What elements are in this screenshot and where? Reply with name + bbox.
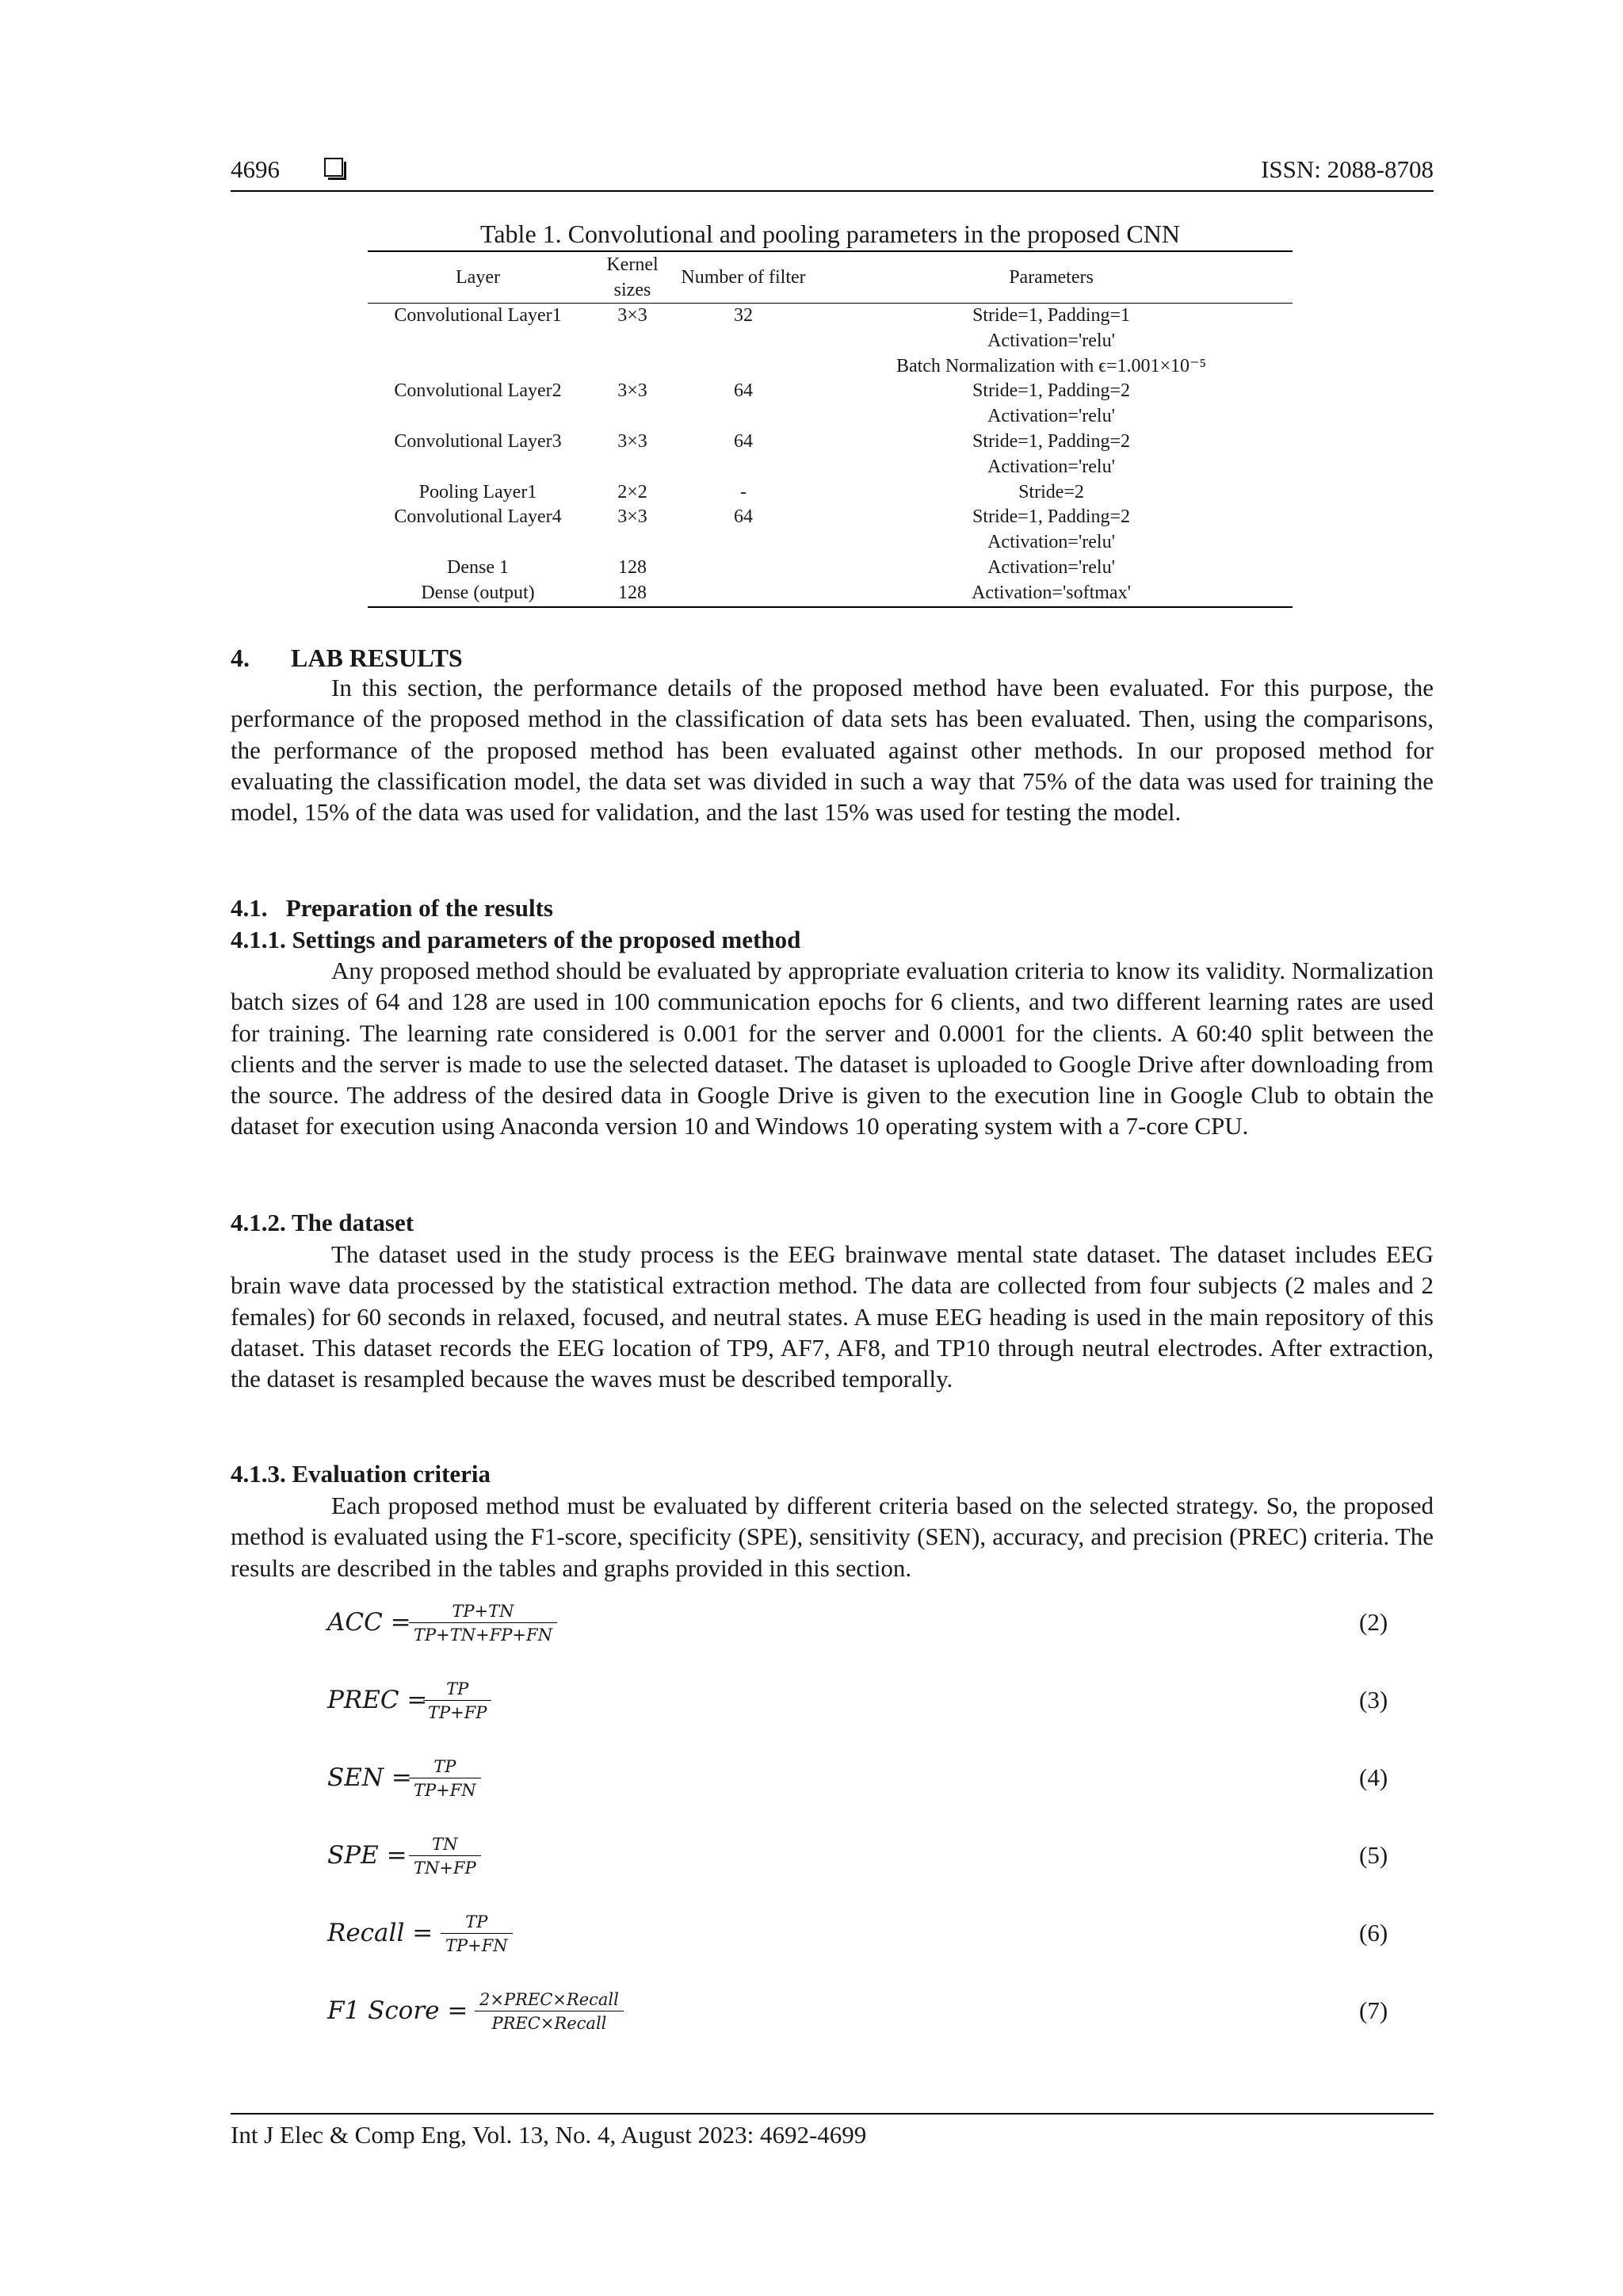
- table-header-row: [368, 251, 1293, 304]
- table-cell: [588, 354, 677, 380]
- section-heading: [231, 644, 463, 673]
- equation-fraction: [423, 1678, 491, 1725]
- denominator: PREC×Recall: [491, 2014, 607, 2033]
- section-number: 4.: [231, 644, 250, 672]
- column-header: Layer: [368, 251, 588, 304]
- table-cell: Activation='relu': [987, 406, 1115, 427]
- table-cell: [677, 329, 810, 354]
- table-row: [368, 304, 1293, 329]
- dataset-paragraph: The dataset used in the study process is the EEG brainwave mental state dataset. The dataset includes EEG brain wave data processed by the statistical extraction method. The data are collected from four subjects (2 males and 2 females) for 60 seconds in relaxed, focused, and neutral states. A muse EEG heading is used in the main repository of this dataset. This dataset records the EEG location of TP9, AF7, AF8, and TP10 through neutral electrodes. After extraction, the dataset is resampled because the waves must be described temporally.: [231, 1240, 1434, 1393]
- table-row: [368, 556, 1293, 581]
- table-cell: [368, 404, 588, 430]
- table-cell: 64: [734, 380, 753, 402]
- table-cell: [588, 455, 677, 480]
- table-cell: [677, 581, 810, 607]
- equation-number: (6): [1359, 1919, 1388, 1946]
- table-cell: Convolutional Layer4: [394, 506, 562, 528]
- section-title: LAB RESULTS: [291, 644, 463, 672]
- box-icon: [324, 158, 343, 177]
- table-cell: Stride=1, Padding=2: [972, 430, 1131, 452]
- table-cell: Activation='relu': [987, 330, 1115, 351]
- table-cell: Activation='softmax': [972, 582, 1131, 603]
- equation-lhs: ACC =: [327, 1608, 411, 1637]
- denominator: TP+TN+FP+FN: [414, 1626, 552, 1645]
- table-cell: 64: [734, 430, 753, 452]
- section-paragraph: In this section, the performance details of the proposed method have been evaluated. For this purpose, the performance of the proposed method in the classification of data sets has been evaluated. Then, using the comparisons, the performance of the proposed method has been evaluated against other methods. In our proposed method for evaluating the classification model, the data set was divided in such a way that 75% of the data was used for training the model, 15% of the data was used for validation, and the last 15% was used for testing the model.: [231, 674, 1434, 827]
- table-cell: [588, 530, 677, 556]
- table-cell: 3×3: [617, 506, 647, 528]
- table-row: [368, 379, 1293, 404]
- table-cell: Pooling Layer1: [418, 481, 537, 502]
- table-cell: [588, 404, 677, 430]
- table-cell: Stride=2: [1018, 481, 1084, 502]
- equation-number: (3): [1359, 1686, 1388, 1713]
- table-row: [368, 329, 1293, 354]
- table-row: [368, 505, 1293, 530]
- table-cell: Stride=1, Padding=2: [972, 506, 1131, 528]
- equation-lhs: PREC =: [327, 1686, 428, 1714]
- denominator: TN+FP: [414, 1859, 476, 1878]
- table-cell: [677, 455, 810, 480]
- parameters-table: [368, 250, 1293, 608]
- table-cell: Stride=1, Padding=1: [972, 305, 1131, 326]
- page-number: 4696: [231, 155, 280, 183]
- table-cell: Stride=1, Padding=2: [972, 380, 1131, 402]
- subsubsection-heading: 4.1.2. The dataset: [231, 1209, 414, 1236]
- footer-citation: Int J Elec & Comp Eng, Vol. 13, No. 4, August 2023: 4692-4699: [231, 2121, 867, 2149]
- equation-number: (5): [1359, 1841, 1388, 1869]
- table-cell: Dense 1: [447, 556, 509, 578]
- column-header: Parameters: [810, 251, 1293, 304]
- denominator: TP+FN: [414, 1781, 476, 1800]
- numerator: TP: [423, 1678, 491, 1701]
- table-cell: [368, 530, 588, 556]
- table-cell: 64: [734, 506, 753, 528]
- table-row: [368, 530, 1293, 556]
- table-row: [368, 581, 1293, 607]
- table-cell: [677, 354, 810, 380]
- equation-number: (4): [1359, 1763, 1388, 1791]
- criteria-paragraph: Each proposed method must be evaluated by different criteria based on the selected strategy. So, the proposed method is evaluated using the F1-score, specificity (SPE), sensitivity (SEN), accuracy, and precision (PREC) criteria. The results are described in the tables and graphs provided in this section.: [231, 1492, 1434, 1582]
- subsubsection-heading: 4.1.3. Evaluation criteria: [231, 1460, 491, 1488]
- table-cell: 2×2: [617, 481, 647, 502]
- numerator: TN: [409, 1833, 481, 1856]
- table-cell: 32: [734, 305, 753, 326]
- table-cell: [368, 329, 588, 354]
- table-cell: Activation='relu': [987, 456, 1115, 477]
- table-cell: 3×3: [617, 430, 647, 452]
- table-cell: Convolutional Layer3: [394, 430, 562, 452]
- equation-number: (2): [1359, 1608, 1388, 1636]
- page-header: [231, 155, 1434, 192]
- table-cell: [677, 404, 810, 430]
- table-cell: Convolutional Layer2: [394, 380, 562, 402]
- table-cell: Convolutional Layer1: [394, 305, 562, 326]
- table-cell: 3×3: [617, 380, 647, 402]
- settings-paragraph: Any proposed method should be evaluated by appropriate evaluation criteria to know its validity. Normalization batch sizes of 64 and 128 are used in 100 communication epochs for 6 clients, and two different learning rates are used for training. The learning rate considered is 0.001 for the server and 0.0001 for the clients. A 60:40 split between the clients and the server is made to use the selected dataset. The dataset is uploaded to Google Drive after downloading from the source. The address of the desired data in Google Drive is given to the execution line in Google Club to obtain the dataset for execution using Anaconda version 10 and Windows 10 operating system with a 7-core CPU.: [231, 957, 1434, 1140]
- table-cell: -: [740, 481, 747, 502]
- subsubsection-heading: 4.1.1. Settings and parameters of the proposed method: [231, 926, 801, 953]
- page-footer: [231, 2113, 1434, 2149]
- table-cell: Dense (output): [421, 582, 535, 603]
- table-row: [368, 354, 1293, 380]
- equation-lhs: SEN =: [327, 1763, 412, 1792]
- numerator: 2×PREC×Recall: [475, 1988, 624, 2011]
- equation-lhs: Recall =: [327, 1919, 433, 1947]
- equation-number: (7): [1359, 1996, 1388, 2024]
- table-cell: 128: [618, 556, 647, 578]
- table-row: [368, 404, 1293, 430]
- denominator: TP+FP: [428, 1703, 487, 1722]
- equation-lhs: F1 Score =: [327, 1996, 468, 2025]
- table-cell: [588, 329, 677, 354]
- table-cell: Activation='relu': [987, 532, 1115, 553]
- equation-fraction: [409, 1600, 557, 1647]
- table-cell: 128: [618, 582, 647, 603]
- table-row: [368, 455, 1293, 480]
- numerator: TP: [441, 1911, 513, 1934]
- equation-lhs: SPE =: [327, 1841, 407, 1870]
- subsection-heading: 4.1. Preparation of the results: [231, 894, 553, 922]
- numerator: TP+TN: [409, 1600, 557, 1623]
- table-row: [368, 430, 1293, 455]
- numerator: TP: [409, 1755, 481, 1778]
- table-cell: [368, 455, 588, 480]
- table-cell: [368, 354, 588, 380]
- equation-fraction: [409, 1755, 481, 1802]
- issn: ISSN: 2088-8708: [1261, 155, 1434, 183]
- denominator: TP+FN: [445, 1936, 508, 1955]
- table-row: [368, 480, 1293, 506]
- table-cell: Activation='relu': [987, 556, 1115, 578]
- column-header: Number of filter: [677, 251, 810, 304]
- equation-fraction: [409, 1833, 481, 1880]
- table-caption: Table 1. Convolutional and pooling parameters in the proposed CNN: [480, 220, 1180, 248]
- table-cell: [677, 556, 810, 581]
- table-cell: [677, 530, 810, 556]
- column-header: Kernel sizes: [588, 251, 677, 304]
- table-cell: Batch Normalization with ϵ=1.001×10⁻⁵: [896, 355, 1207, 376]
- equation-fraction: [441, 1911, 513, 1958]
- table-cell: 3×3: [617, 305, 647, 326]
- equation-fraction: [475, 1988, 624, 2035]
